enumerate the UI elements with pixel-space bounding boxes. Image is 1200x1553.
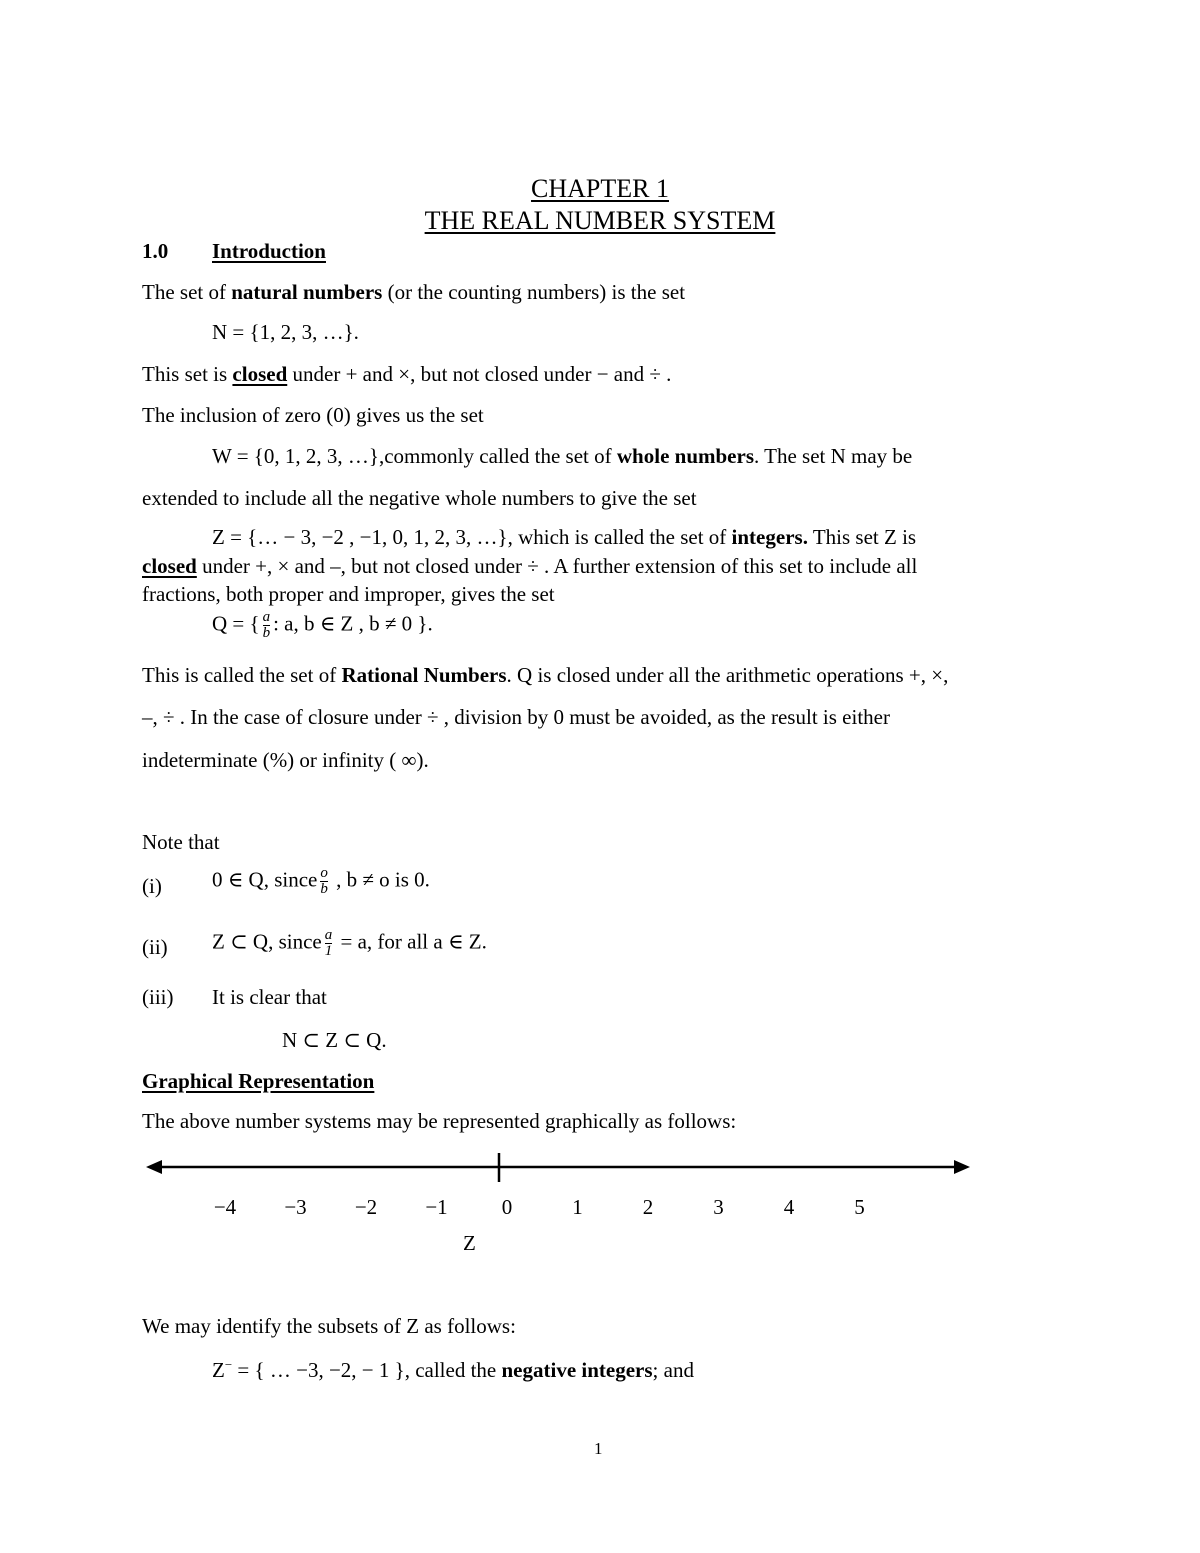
note-ii-text: Z ⊂ Q, since $\frac{a}{1}$ = a, for all a ∈ Z. [212, 927, 487, 959]
chapter-label: CHAPTER 1 [531, 174, 669, 203]
z-closure-text: closed under +, × and –, but not closed under ÷ . A further extension of this set to include all [142, 554, 918, 578]
section-number: 1.0 [142, 239, 169, 263]
fractions-text: fractions, both proper and improper, gives the set [142, 582, 555, 606]
note-iii-text: It is clear that [212, 985, 327, 1009]
number-line-tick-label: 3 [713, 1195, 724, 1219]
subset-chain: N ⊂ Z ⊂ Q. [282, 1028, 387, 1052]
chapter-title: THE REAL NUMBER SYSTEM [424, 206, 776, 235]
extension-text: extended to include all the negative whole numbers to give the set [142, 486, 697, 510]
set-w-definition: W = {0, 1, 2, 3, …},commonly called the set of whole numbers. The set N may be [212, 444, 913, 468]
note-iii-label: (iii) [142, 985, 174, 1009]
fraction-a-over-1: $\frac{a}{1}$ [324, 927, 333, 959]
closure-statement: This set is closed under + and ×, but not closed under − and ÷ . [142, 362, 672, 386]
note-heading: Note that [142, 830, 220, 854]
rational-numbers-text: This is called the set of Rational Numbers. Q is closed under all the arithmetic operations +, ×, [142, 663, 949, 687]
number-line-tick-label: 2 [642, 1195, 654, 1219]
note-i-label: (i) [142, 874, 162, 898]
number-line-tick-label: −3 [284, 1195, 307, 1219]
zero-inclusion-text: The inclusion of zero (0) gives us the set [142, 403, 484, 427]
number-line-tick-label: −4 [213, 1195, 237, 1219]
subsets-intro: We may identify the subsets of Z as follows: [142, 1314, 516, 1338]
set-z-definition: Z = {… − 3, −2 , −1, 0, 1, 2, 3, …}, which is called the set of integers. This set Z is [212, 525, 917, 549]
graph-heading: Graphical Representation [142, 1069, 375, 1093]
indeterminate-text: indeterminate (%) or infinity ( ∞). [142, 748, 429, 772]
section-heading: Introduction [212, 239, 326, 263]
note-i-text: 0 ∈ Q, since $\frac{o}{b}$ , b ≠ o is 0. [212, 865, 430, 897]
left-arrow-icon [146, 1160, 162, 1174]
right-arrow-icon [954, 1160, 970, 1174]
number-line-tick-label: 5 [854, 1195, 865, 1219]
number-line-tick-label: −2 [354, 1195, 378, 1219]
note-ii-label: (ii) [142, 935, 168, 959]
paragraph-natural-numbers: The set of natural numbers (or the counting numbers) is the set [142, 280, 686, 304]
number-line-tick-label: 4 [783, 1195, 795, 1219]
fraction-o-over-b: $\frac{o}{b}$ [320, 865, 328, 897]
division-closure-text: –, ÷ . In the case of closure under ÷ , division by 0 must be avoided, as the result is either [142, 705, 890, 729]
negative-integers-definition: Z− = { … −3, −2, − 1 }, called the negative integers; and [212, 1357, 694, 1382]
number-line-tick-label: −1 [425, 1195, 448, 1219]
number-line-tick-label: 1 [572, 1195, 583, 1219]
page-number: 1 [594, 1439, 603, 1458]
z-label: Z [463, 1231, 476, 1255]
set-n-definition: N = {1, 2, 3, …}. [212, 320, 359, 344]
fraction-a-over-b: $\frac{a}{b}$ [262, 609, 271, 641]
graph-intro: The above number systems may be represented graphically as follows: [142, 1109, 737, 1133]
number-line-tick-label: 0 [501, 1195, 513, 1219]
set-q-definition: Q = { $\frac{a}{b}$ : a, b ∈ Z , b ≠ 0 }. [212, 609, 433, 641]
